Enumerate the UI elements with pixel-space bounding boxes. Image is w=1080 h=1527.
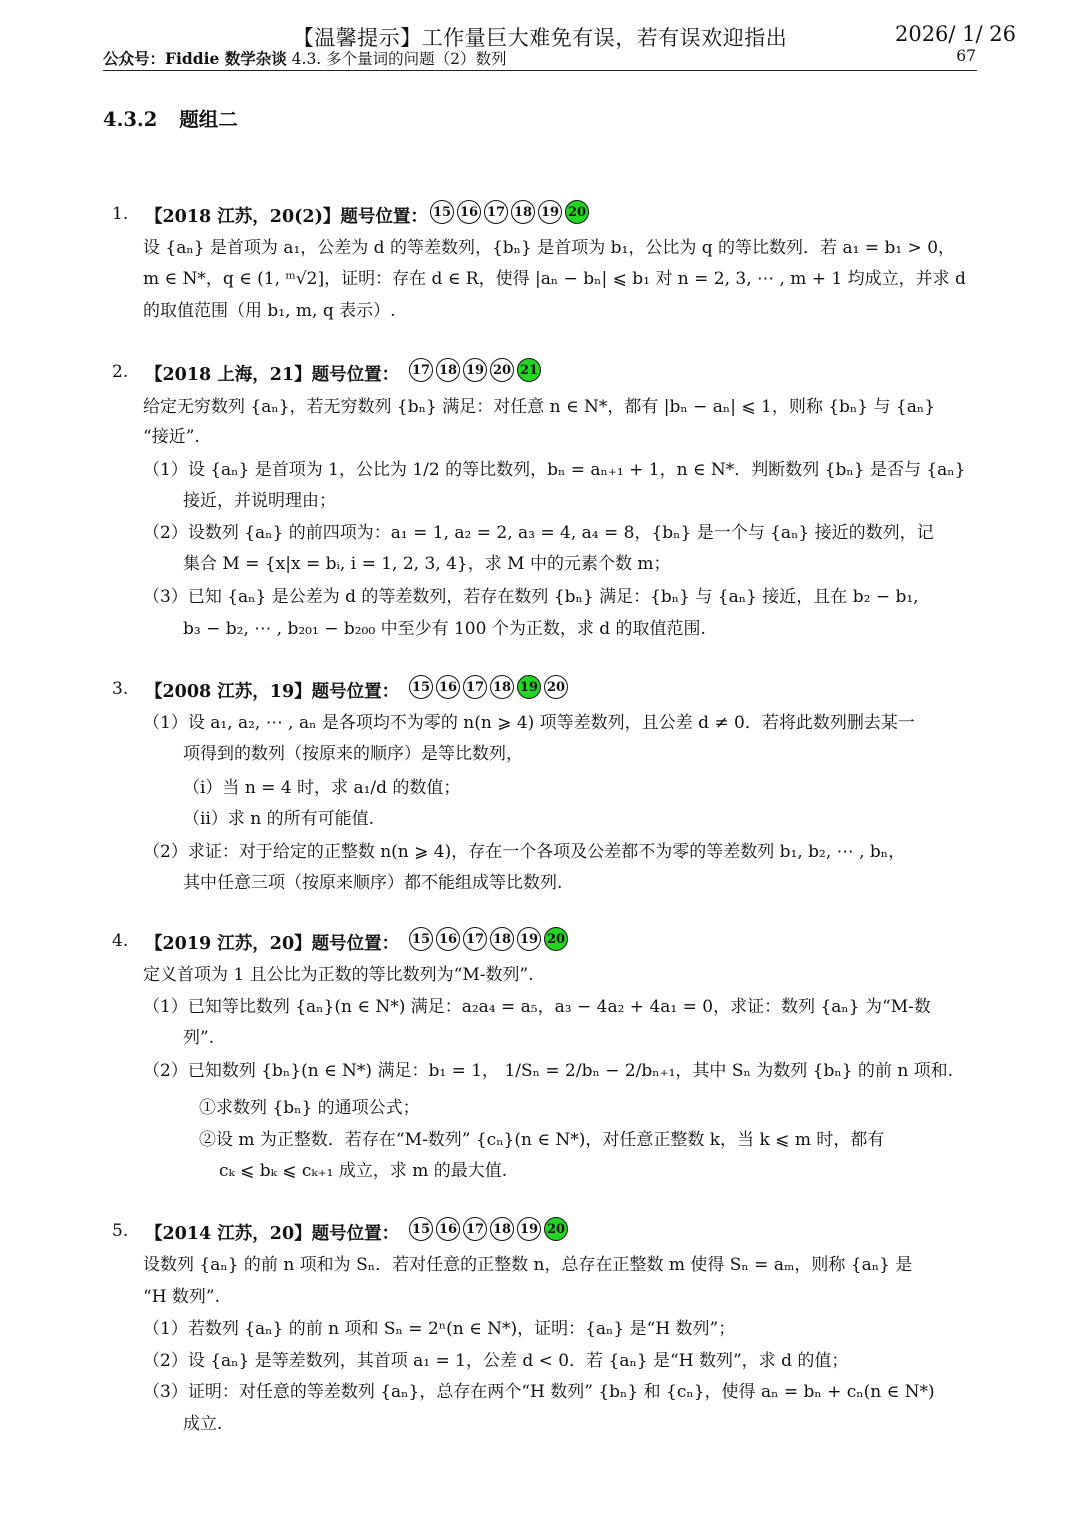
problem-header — [0, 674, 1080, 706]
position-marker: 18 — [511, 200, 535, 224]
problem-number: 1. — [112, 204, 129, 224]
position-marker: 17 — [409, 358, 433, 382]
position-marker: 16 — [436, 927, 460, 951]
position-markers — [409, 1217, 568, 1241]
position-marker: 15 — [409, 675, 433, 699]
problem-number: 2. — [112, 362, 129, 382]
problem-text-line: 设 {aₙ} 是首项为 a₁，公差为 d 的等差数列，{bₙ} 是首项为 b₁，公比为 q 的等比数列．若 a₁ = b₁ > 0， — [143, 238, 956, 258]
position-marker: 20 — [544, 675, 568, 699]
position-marker-highlighted: 20 — [544, 1217, 568, 1241]
problem-text-line: （3）证明：对任意的等差数列 {aₙ}，总存在两个“H 数列” {bₙ} 和 {cₙ}，使得 aₙ = bₙ + cₙ(n ∈ N*) — [143, 1382, 935, 1402]
problem-text-line: （2）求证：对于给定的正整数 n(n ⩾ 4)，存在一个各项及公差都不为零的等差数列 b₁, b₂, ⋯ , bₙ， — [143, 842, 906, 862]
position-marker: 16 — [436, 675, 460, 699]
problem-number: 4. — [112, 931, 129, 951]
position-marker: 19 — [463, 358, 487, 382]
problem-text-line: “接近”. — [143, 427, 200, 447]
header-divider — [103, 70, 977, 71]
problem-number: 3. — [112, 679, 129, 699]
problem-text-line: （2）设 {aₙ} 是等差数列，其首项 a₁ = 1，公差 d < 0．若 {aₙ} 是“H 数列”，求 d 的值； — [143, 1351, 849, 1371]
position-markers — [430, 200, 589, 224]
problem-number: 5. — [112, 1221, 129, 1241]
position-markers — [409, 358, 541, 382]
section-path: 4.3. 多个量词的问题（2）数列 — [286, 50, 507, 68]
position-marker: 18 — [490, 675, 514, 699]
header-notice: 【温馨提示】工作量巨大难免有误，若有误欢迎指出 — [292, 26, 788, 50]
position-marker-highlighted: 21 — [517, 358, 541, 382]
position-marker: 17 — [484, 200, 508, 224]
position-marker-highlighted: 19 — [517, 675, 541, 699]
position-marker: 15 — [409, 927, 433, 951]
position-marker: 17 — [463, 1217, 487, 1241]
problem-text-line: 接近，并说明理由； — [183, 491, 336, 511]
problem-1 — [0, 199, 1080, 329]
problem-text-line: （1）设 {aₙ} 是首项为 1，公比为 1/2 的等比数列，bₙ = aₙ₊₁ + 1，n ∈ N*．判断数列 {bₙ} 是否与 {aₙ} — [143, 460, 966, 480]
problem-4 — [0, 926, 1080, 1186]
problem-3 — [0, 674, 1080, 899]
problem-text-line: cₖ ⩽ bₖ ⩽ cₖ₊₁ 成立，求 m 的最大值. — [219, 1161, 508, 1181]
position-marker: 16 — [436, 1217, 460, 1241]
problem-header — [0, 357, 1080, 389]
problem-text-line: （1）设 a₁, a₂, ⋯ , aₙ 是各项均不为零的 n(n ⩾ 4) 项等差数列，且公差 d ≠ 0．若将此数列删去某一 — [143, 713, 915, 733]
problem-5 — [0, 1216, 1080, 1476]
problem-text-line: （1）若数列 {aₙ} 的前 n 项和 Sₙ = 2ⁿ(n ∈ N*)，证明：{aₙ} 是“H 数列”； — [143, 1319, 736, 1339]
problem-header — [0, 1216, 1080, 1248]
problem-text-line: （3）已知 {aₙ} 是公差为 d 的等差数列，若存在数列 {bₙ} 满足：{bₙ} 与 {aₙ} 接近，且在 b₂ − b₁, — [143, 587, 919, 607]
problem-source: 【2018 江苏，20(2)】题号位置： — [145, 207, 428, 227]
problem-text-line: “H 数列”. — [143, 1287, 221, 1307]
position-marker: 15 — [430, 200, 454, 224]
problem-text-line: b₃ − b₂, ⋯ , b₂₀₁ − b₂₀₀ 中至少有 100 个为正数，求 d 的取值范围. — [183, 619, 706, 639]
position-marker: 19 — [538, 200, 562, 224]
problem-header — [0, 199, 1080, 231]
position-marker: 18 — [490, 927, 514, 951]
problem-text-line: （ⅱ）求 n 的所有可能值. — [183, 809, 375, 829]
problem-text-line: 项得到的数列（按原来的顺序）是等比数列， — [183, 744, 523, 764]
position-marker-highlighted: 20 — [544, 927, 568, 951]
position-marker: 15 — [409, 1217, 433, 1241]
problem-source: 【2014 江苏，20】题号位置： — [145, 1224, 400, 1244]
position-marker: 18 — [490, 1217, 514, 1241]
problem-text-line: 的取值范围（用 b₁, m, q 表示）. — [143, 301, 396, 321]
problem-source: 【2018 上海，21】题号位置： — [145, 365, 400, 385]
problem-text-line: m ∈ N*，q ∈ (1, ᵐ√2]，证明：存在 d ∈ R，使得 |aₙ − bₙ| ⩽ b₁ 对 n = 2, 3, ⋯ , m + 1 均成立，并求 d — [143, 269, 966, 289]
section-title — [103, 104, 238, 132]
problem-text-line: （ⅰ）当 n = 4 时，求 a₁/d 的数值； — [183, 778, 461, 798]
position-markers — [409, 927, 568, 951]
problem-text-line: （2）设数列 {aₙ} 的前四项为：a₁ = 1, a₂ = 2, a₃ = 4, a₄ = 8，{bₙ} 是一个与 {aₙ} 接近的数列，记 — [143, 523, 934, 543]
problem-text-line: （1）已知等比数列 {aₙ}(n ∈ N*) 满足：a₂a₄ = a₅，a₃ − 4a₂ + 4a₁ = 0，求证：数列 {aₙ} 为“M-数 — [143, 997, 931, 1017]
section-number: 4.3.2 — [103, 108, 158, 131]
problem-source: 【2008 江苏，19】题号位置： — [145, 682, 400, 702]
position-marker: 17 — [463, 675, 487, 699]
position-marker: 19 — [517, 1217, 541, 1241]
problem-text-line: ②设 m 为正整数．若存在“M-数列” {cₙ}(n ∈ N*)，对任意正整数 k，当 k ⩽ m 时，都有 — [199, 1130, 885, 1150]
problem-text-line: 给定无穷数列 {aₙ}，若无穷数列 {bₙ} 满足：对任意 n ∈ N*，都有 |bₙ − aₙ| ⩽ 1，则称 {bₙ} 与 {aₙ} — [143, 397, 936, 417]
header-date: 2026/ 1/ 26 — [894, 22, 1016, 46]
position-marker: 17 — [463, 927, 487, 951]
position-marker: 20 — [490, 358, 514, 382]
problem-text-line: ①求数列 {bₙ} 的通项公式； — [199, 1098, 420, 1118]
problem-text-line: 成立. — [183, 1414, 223, 1434]
page-number: 67 — [956, 47, 976, 65]
problem-text-line: 设数列 {aₙ} 的前 n 项和为 Sₙ．若对任意的正整数 n，总存在正整数 m 使得 Sₙ = aₘ，则称 {aₙ} 是 — [143, 1255, 913, 1275]
problem-text-line: 定义首项为 1 且公比为正数的等比数列为“M-数列”. — [143, 965, 534, 985]
position-marker: 18 — [436, 358, 460, 382]
section-title-text: 题组二 — [179, 108, 238, 131]
header-breadcrumb — [103, 47, 507, 69]
account-prefix: 公众号： — [103, 49, 166, 68]
problem-text-line: 列”. — [183, 1028, 215, 1048]
position-marker: 19 — [517, 927, 541, 951]
position-marker: 16 — [457, 200, 481, 224]
problem-header — [0, 926, 1080, 958]
problem-text-line: 其中任意三项（按原来顺序）都不能组成等比数列. — [183, 873, 563, 893]
account-name: Fiddie 数学杂谈 — [165, 49, 287, 68]
position-marker-highlighted: 20 — [565, 200, 589, 224]
position-markers — [409, 675, 568, 699]
problem-source: 【2019 江苏，20】题号位置： — [145, 934, 400, 954]
problem-2 — [0, 357, 1080, 647]
problem-text-line: 集合 M = {x|x = bᵢ, i = 1, 2, 3, 4}，求 M 中的元素个数 m； — [183, 554, 671, 574]
problem-text-line: （2）已知数列 {bₙ}(n ∈ N*) 满足：b₁ = 1， 1/Sₙ = 2/bₙ − 2/bₙ₊₁，其中 Sₙ 为数列 {bₙ} 的前 n 项和. — [143, 1061, 954, 1081]
